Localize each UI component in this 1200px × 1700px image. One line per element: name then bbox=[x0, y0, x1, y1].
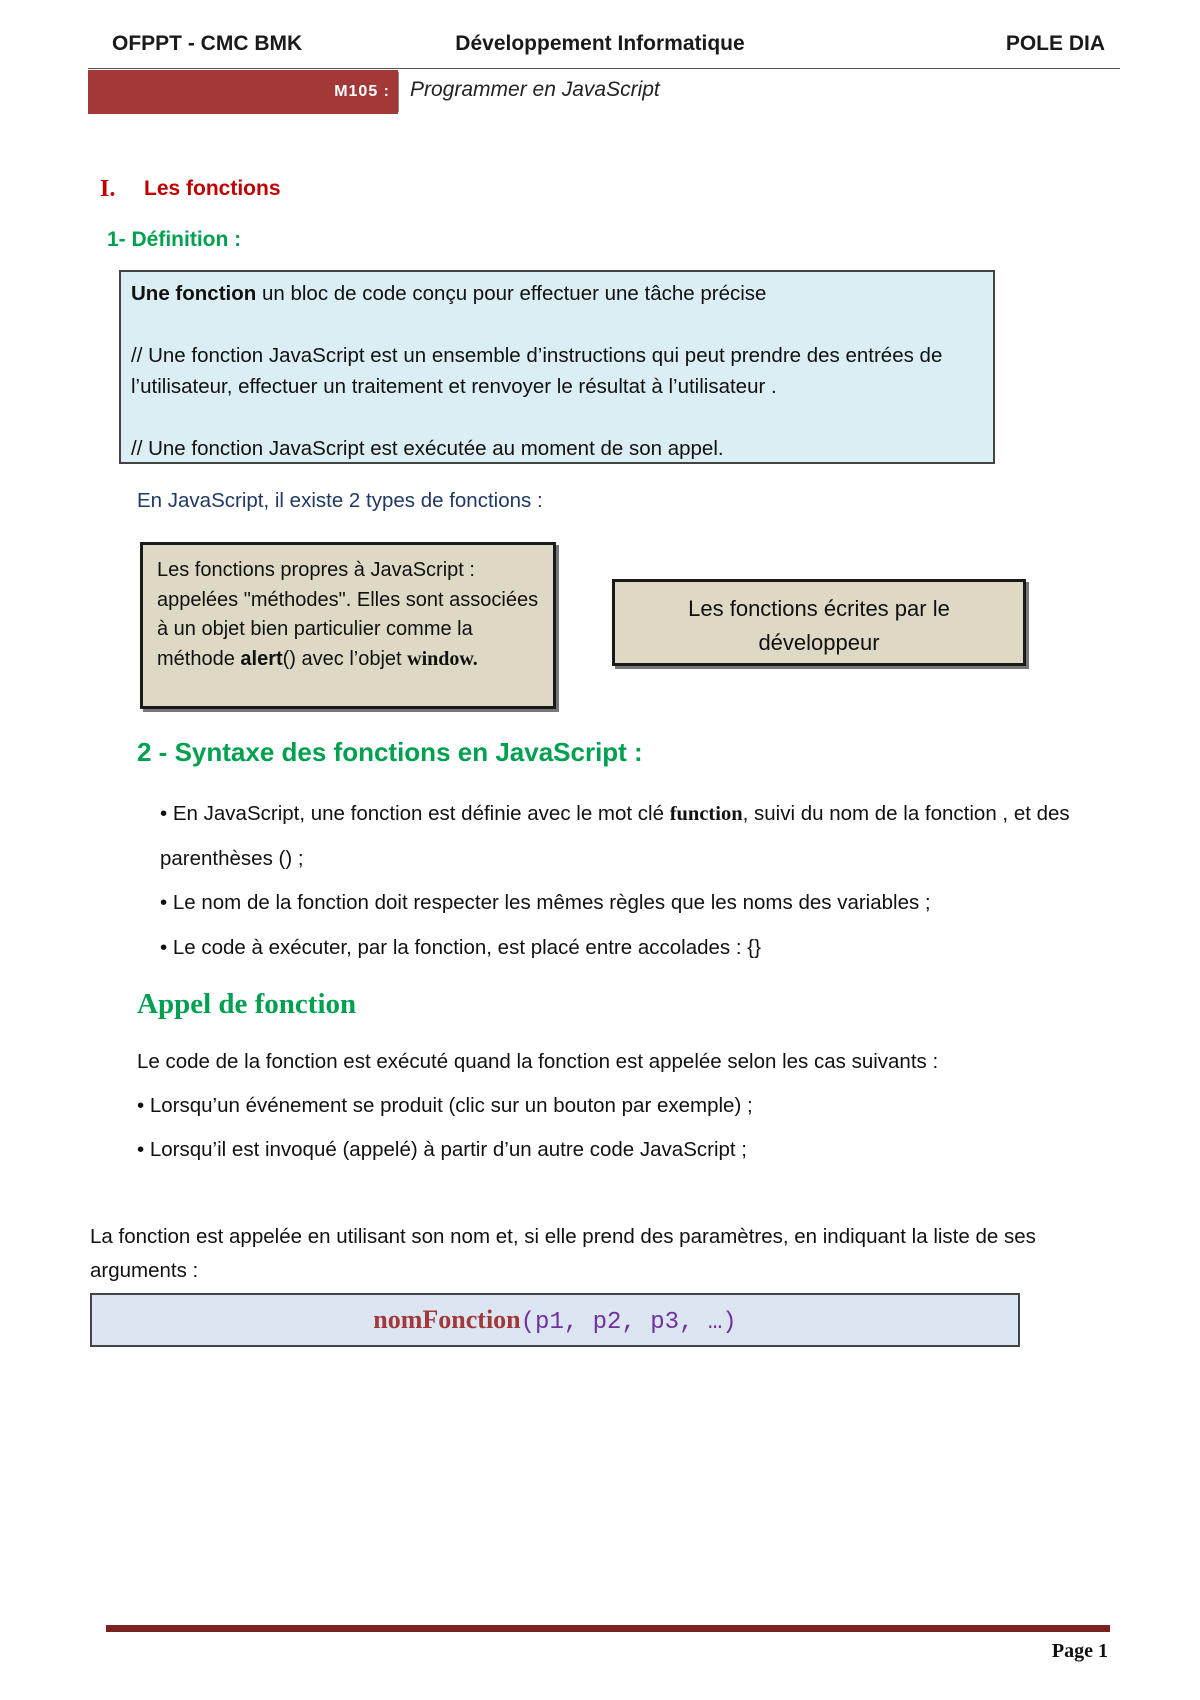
section-title: Les fonctions bbox=[144, 177, 281, 200]
definition-term: Une fonction bbox=[131, 282, 257, 305]
call-heading: Appel de fonction bbox=[137, 988, 357, 1020]
header-rule bbox=[88, 68, 1120, 69]
call-bullet-1: • Lorsqu’un événement se produit (clic sur un bouton par exemple) ; bbox=[137, 1094, 753, 1117]
definition-heading: 1- Définition : bbox=[107, 228, 242, 251]
call-bullet-2: • Lorsqu’il est invoqué (appelé) à partir d’un autre code JavaScript ; bbox=[137, 1138, 747, 1161]
keyword-function: function bbox=[669, 803, 743, 825]
definition-text: un bloc de code conçu pour effectuer une tâche précise bbox=[256, 282, 767, 305]
developer-functions-box: Les fonctions écrites par le développeur bbox=[612, 579, 1026, 666]
definition-para2: // Une fonction JavaScript est un ensemble d’instructions qui peut prendre des entrées de l’utilisateur, effectuer un traitement et renvoyer le résultat à l’utilisateur . bbox=[131, 344, 943, 398]
syntax-bullet-1 bbox=[160, 792, 1120, 881]
types-intro: En JavaScript, il existe 2 types de fonctions : bbox=[137, 489, 543, 512]
builtin-text-1: Les fonctions propres à JavaScript : appelées "méthodes". Elles sont associées à un objet bien particulier comme la méthode bbox=[157, 559, 539, 670]
syntax-bullet-3: • Le code à exécuter, par la fonction, est placé entre accolades : {} bbox=[160, 935, 761, 959]
header-pole: POLE DIA bbox=[1005, 32, 1105, 55]
call-paragraph: La fonction est appelée en utilisant son nom et, si elle prend des paramètres, en indiquant la liste de ses arguments : bbox=[90, 1225, 1036, 1282]
builtin-functions-box bbox=[140, 542, 556, 709]
syntax-bullet-1-post: , suivi du nom de la fonction , et des parenthèses () ; bbox=[160, 802, 1070, 870]
module-separator bbox=[398, 72, 399, 112]
builtin-window: window. bbox=[407, 647, 478, 670]
page-number: Page 1 bbox=[1051, 1640, 1108, 1662]
syntax-heading: 2 - Syntaxe des fonctions en JavaScript : bbox=[137, 737, 643, 767]
syntax-bullet-2: • Le nom de la fonction doit respecter les mêmes règles que les noms des variables ; bbox=[160, 891, 931, 914]
function-args: (p1, p2, p3, …) bbox=[520, 1309, 737, 1336]
call-intro: Le code de la fonction est exécuté quand la fonction est appelée selon les cas suivants : bbox=[137, 1050, 939, 1073]
definition-line1 bbox=[131, 278, 983, 309]
section-number: I. bbox=[100, 176, 116, 202]
header-department: Développement Informatique bbox=[455, 32, 745, 55]
builtin-text-2: () avec l’objet bbox=[282, 647, 408, 670]
function-name: nomFonction bbox=[373, 1305, 521, 1334]
syntax-bullets bbox=[160, 792, 1120, 970]
module-title: Programmer en JavaScript bbox=[410, 78, 660, 101]
module-code: M105 : bbox=[334, 83, 390, 100]
definition-box bbox=[119, 270, 995, 464]
footer-rule bbox=[106, 1625, 1110, 1632]
call-body bbox=[137, 1040, 1117, 1172]
call-syntax-box bbox=[90, 1293, 1020, 1347]
header-institution: OFPPT - CMC BMK bbox=[112, 32, 303, 55]
definition-para3: // Une fonction JavaScript est exécutée au moment de son appel. bbox=[131, 437, 724, 460]
syntax-bullet-1-pre: • En JavaScript, une fonction est définie avec le mot clé bbox=[160, 802, 670, 825]
builtin-alert: alert bbox=[240, 647, 283, 670]
